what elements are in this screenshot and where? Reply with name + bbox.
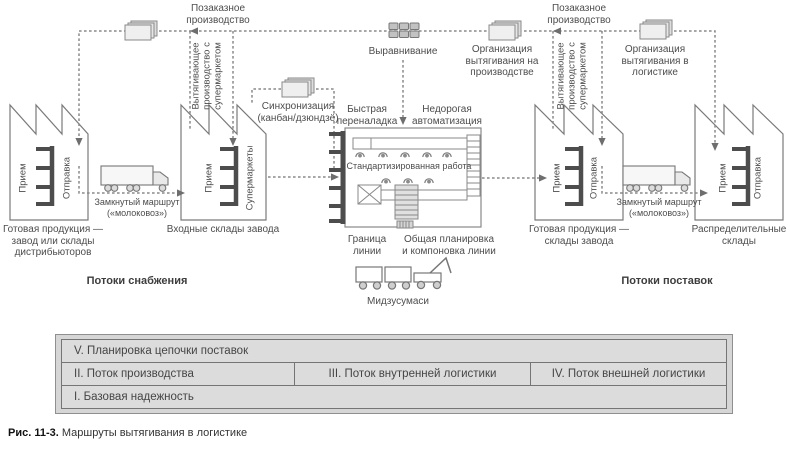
supermarket-pull-label-right: Вытягивающее производство с супермаркетом [555,42,589,110]
factory4-receive-label: Прием [717,163,729,193]
level1-row: I. Базовая надежность [61,385,727,409]
pull-on-production-label: Организация вытягивания на производстве [465,44,539,78]
factory2-caption: Входные склады завода [166,224,280,235]
factory2-receive-label: Прием [203,163,215,193]
level5-row: V. Планировка цепочки поставок [61,339,727,363]
supermarket-pull-label-left: Вытягивающее производство с супермаркетом [190,42,224,110]
milk-run-label-right: Замкнутый маршрут («молоковоз») [616,197,702,218]
factory4-caption: Распределительные склады [691,224,787,247]
supply-flows-title: Потоки снабжения [86,275,188,287]
figure-caption [8,427,247,439]
truck-icon [623,166,690,191]
quick-changeover-label: Быстрая переналадка [336,104,398,127]
factory1-caption: Готовая продукция — завод или склады дистрибьюторов [2,224,104,258]
lean-levels-table [55,334,733,414]
kanban-cards-icon [489,21,521,40]
line-layout-label: Общая планировка и компоновка линии [402,234,496,257]
synchronization-label: Синхронизация (канбан/дзюндзё) [257,101,339,124]
low-cost-automation-label: Недорогая автоматизация [412,104,482,127]
factory1-ship-label: Отправка [61,156,73,200]
level4-cell: IV. Поток внешней логистики [530,362,727,386]
kanban-cards-icon [125,21,157,40]
pull-in-logistics-label: Организация вытягивания в логистике [621,44,689,78]
changeover-box-icon [358,185,381,204]
standardized-work-label: Стандартизированная работа [346,161,472,171]
order-production-label-left: Позаказное производство [186,3,250,26]
kanban-cards-icon [640,20,672,39]
delivery-flows-title: Потоки поставок [621,275,713,287]
kanban-cards-icon [282,78,314,97]
factory1-receive-label: Прием [17,163,29,193]
factory2-supermarket-label: Супермаркеты [244,145,256,211]
level3-cell: III. Поток внутренней логистики [294,362,531,386]
figure-number: Рис. 11-3. [8,427,59,439]
figure-title: Маршруты вытягивания в логистике [61,427,248,439]
order-production-label-right: Позаказное производство [547,3,611,26]
milk-run-label-left: Замкнутый маршрут («молоковоз») [94,197,180,218]
tug-train-icon [356,258,451,289]
line-boundary-label: Граница линии [347,234,387,257]
factory3-receive-label: Прием [551,163,563,193]
factory4-ship-label: Отправка [752,156,764,200]
factory3-ship-label: Отправка [588,156,600,200]
truck-icon [101,166,168,191]
mizusumashi-label: Мидзусумаси [366,296,430,307]
factory3-caption: Готовая продукция — склады завода [528,224,630,247]
level2-cell: II. Поток производства [61,362,295,386]
leveling-label: Выравнивание [368,46,438,57]
